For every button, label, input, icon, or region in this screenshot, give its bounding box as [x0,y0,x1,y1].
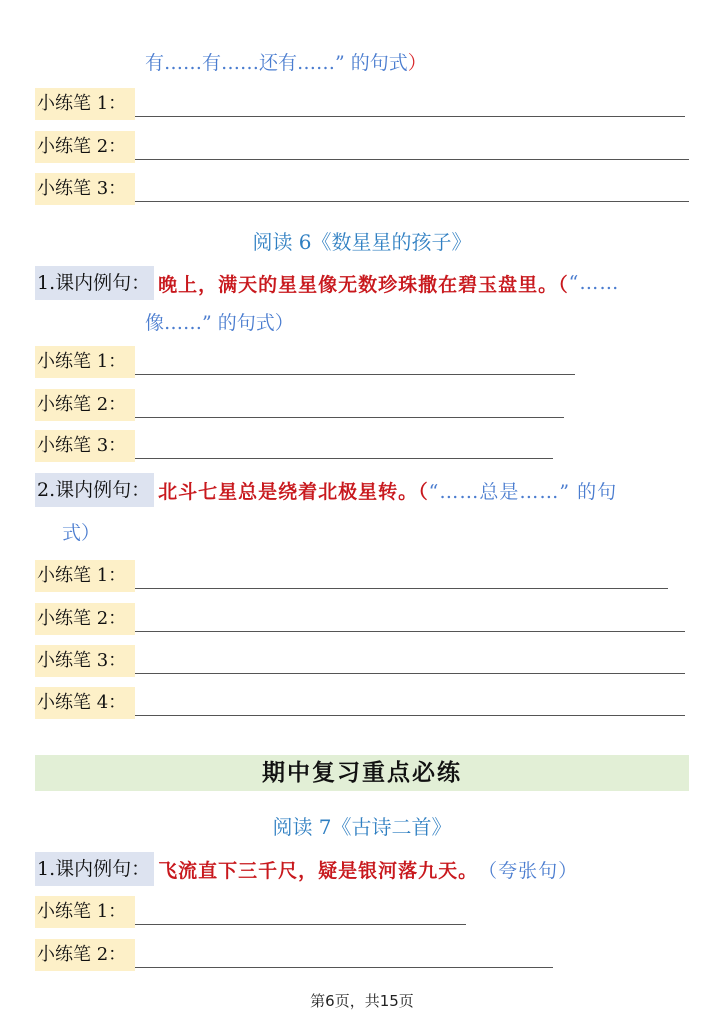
practice-label: 小练笔 1： [35,346,135,378]
practice-label: 小练笔 2： [35,389,135,421]
answer-line[interactable] [135,417,564,418]
example-note-continued: 像……” 的句式） [145,312,294,334]
practice-row [35,131,689,163]
example-label: 1.课内例句： [35,266,154,300]
answer-line[interactable] [135,673,685,674]
practice-label: 小练笔 3： [35,430,135,462]
practice-label: 小练笔 3： [35,645,135,677]
answer-line[interactable] [135,967,553,968]
practice-row [35,389,564,421]
continuation-text: 有……有……还有……” 的句式 [145,52,408,74]
answer-line[interactable] [135,924,466,925]
practice-row [35,173,689,205]
example-text: 晚上，满天的星星像无数珍珠撒在碧玉盘里。（ [158,273,569,296]
example-text: 北斗七星总是绕着北极星转。（ [158,480,429,503]
answer-line[interactable] [135,715,685,716]
example-label: 2.课内例句： [35,473,154,507]
practice-label: 小练笔 2： [35,939,135,971]
practice-label: 小练笔 3： [35,173,135,205]
answer-line[interactable] [135,631,685,632]
practice-row [35,687,685,719]
answer-line[interactable] [135,116,685,117]
answer-line[interactable] [135,159,689,160]
practice-row [35,603,685,635]
page-number: 第6页，共15页 [310,992,414,1010]
practice-label: 小练笔 2： [35,131,135,163]
practice-row [35,346,575,378]
example-label: 1.课内例句： [35,852,154,886]
example-note: “…… [568,272,620,294]
practice-row [35,896,466,928]
answer-line[interactable] [135,374,575,375]
section-banner: 期中复习重点必练 [35,755,689,791]
example-note: “……总是……” 的句 [428,480,618,503]
section-title-reading6: 阅读 6《数星星的孩子》 [252,230,472,254]
practice-label: 小练笔 2： [35,603,135,635]
practice-label: 小练笔 1： [35,896,135,928]
example-note-continued: 式） [62,522,101,544]
practice-row [35,645,685,677]
example-sentence-2 [35,473,617,507]
answer-line[interactable] [135,201,689,202]
practice-label: 小练笔 1： [35,88,135,120]
practice-label: 小练笔 1： [35,560,135,592]
practice-row [35,430,553,462]
example-text: 飞流直下三千尺，疑是银河落九天。 [158,859,479,882]
example-sentence-1 [35,266,619,300]
answer-line[interactable] [135,458,553,459]
answer-line[interactable] [135,588,668,589]
close-paren: ） [407,52,427,74]
continuation-note [145,48,427,75]
practice-row [35,560,668,592]
practice-label: 小练笔 4： [35,687,135,719]
practice-row [35,88,685,120]
section-title-reading7: 阅读 7《古诗二首》 [272,815,452,839]
example-note: （夸张句） [478,859,579,882]
practice-row [35,939,553,971]
example-sentence-3 [35,852,578,886]
